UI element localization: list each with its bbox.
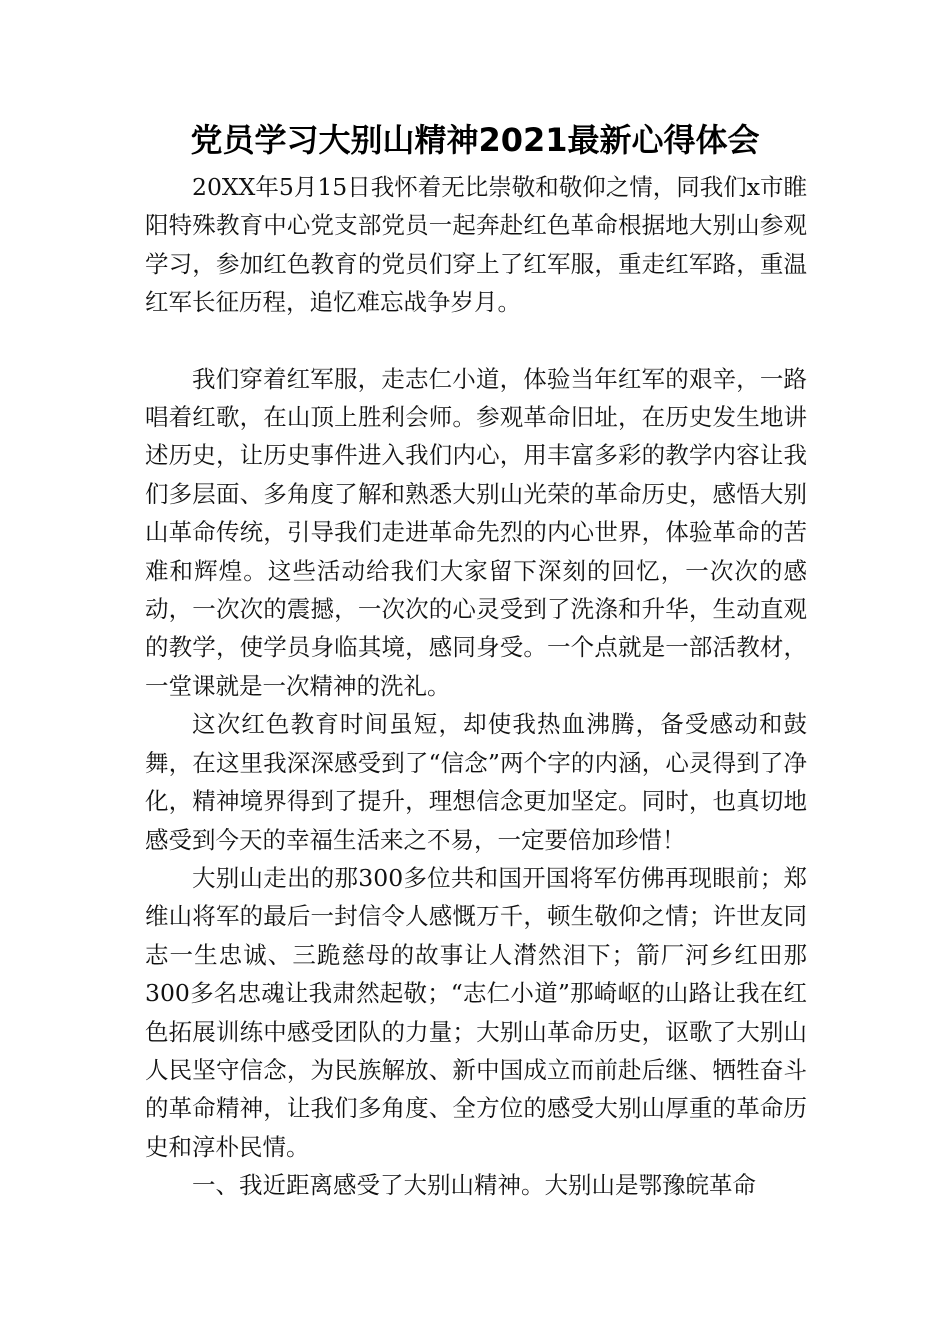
paragraph-3: 这次红色教育时间虽短，却使我热血沸腾，备受感动和鼓舞，在这里我深深感受到了“信念”两个字的内涵，心灵得到了净化，精神境界得到了提升，理想信念更加坚定。同时，也真切地感受到今天的幸福生活来之不易，一定要倍加珍惜！	[145, 710, 807, 854]
paragraph-1: 20XX年5月15日我怀着无比崇敬和敬仰之情，同我们x市睢阳特殊教育中心党支部党员一起奔赴红色革命根据地大别山参观学习，参加红色教育的党员们穿上了红军服，重走红军路，重温红军长征历程，追忆难忘战争岁月。	[145, 173, 807, 317]
paragraph-5: 一、我近距离感受了大别山精神。大别山是鄂豫皖革命	[192, 1171, 756, 1200]
paragraph-4: 大别山走出的那300多位共和国开国将军仿佛再现眼前；郑维山将军的最后一封信令人感慨万千，顿生敬仰之情；许世友同志一生忠诚、三跪慈母的故事让人潸然泪下；箭厂河乡红田那300多名忠魂让我肃然起敬；“志仁小道”那崎岖的山路让我在红色拓展训练中感受团队的力量；大别山革命历史，讴歌了大别山人民坚守信念，为民族解放、新中国成立而前赴后继、牺牲奋斗的革命精神，让我们多角度、全方位的感受大别山厚重的革命历史和淳朴民情。	[145, 863, 807, 1161]
document-title: 党员学习大别山精神2021最新心得体会	[190, 121, 760, 159]
document-body	[145, 168, 807, 1205]
paragraph-2: 我们穿着红军服，走志仁小道，体验当年红军的艰辛，一路唱着红歌，在山顶上胜利会师。参观革命旧址，在历史发生地讲述历史，让历史事件进入我们内心，用丰富多彩的教学内容让我们多层面、多角度了解和熟悉大别山光荣的革命历史，感悟大别山革命传统，引导我们走进革命先烈的内心世界，体验革命的苦难和辉煌。这些活动给我们大家留下深刻的回忆，一次次的感动，一次次的震撼，一次次的心灵受到了洗涤和升华，生动直观的教学，使学员身临其境，感同身受。一个点就是一部活教材，一堂课就是一次精神的洗礼。	[145, 364, 807, 700]
